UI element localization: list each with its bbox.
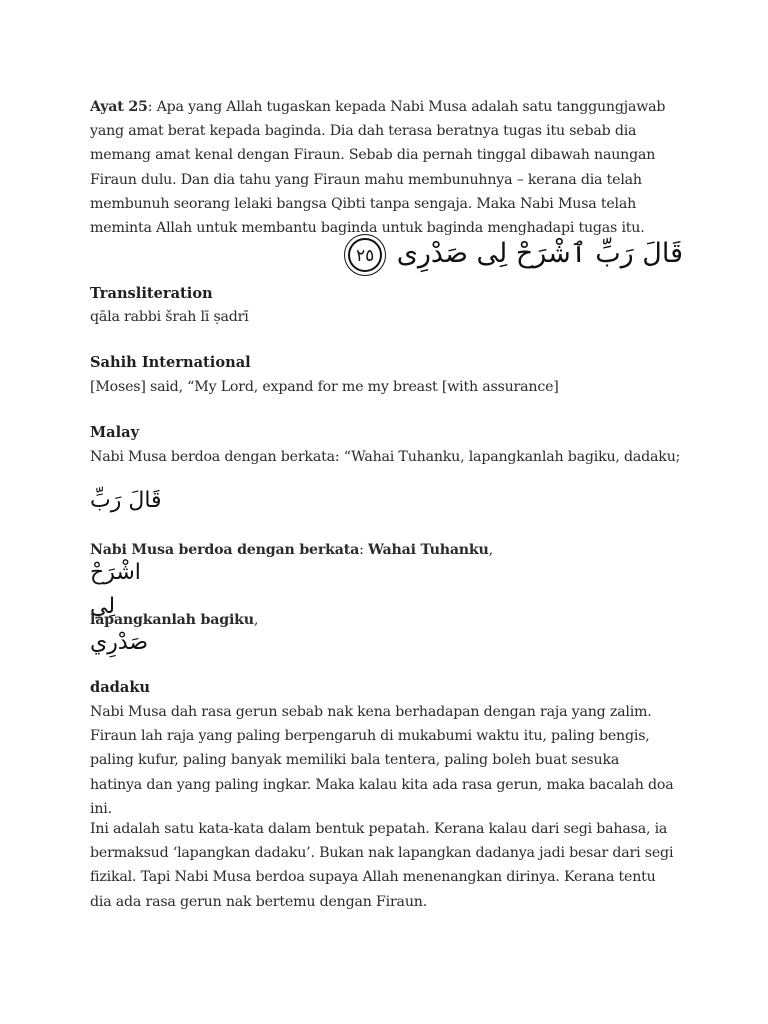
word-meaning-1-bold: Nabi Musa berdoa dengan berkata bbox=[90, 542, 360, 558]
verse-arabic bbox=[355, 232, 683, 276]
word-meaning-1-tail: , bbox=[488, 542, 493, 558]
verse-text: قَالَ رَبِّ ٱشْرَحْ لِى صَدْرِى bbox=[396, 238, 683, 269]
transliteration-text: qāla rabbi šrah lī ṣadrī bbox=[90, 309, 249, 325]
transliteration-heading: Transliteration bbox=[90, 285, 213, 302]
ayat-label: Ayat 25 bbox=[90, 99, 148, 115]
ayah-number-marker: ٢٥ bbox=[348, 238, 382, 272]
sahih-heading: Sahih International bbox=[90, 354, 251, 371]
word-meaning-2-tail: , bbox=[253, 612, 259, 628]
word-arabic-2: اشْرَحْ لِي bbox=[90, 560, 141, 619]
malay-text: Nabi Musa berdoa dengan berkata: “Wahai Tuhanku, lapangkanlah bagiku, dadaku; bbox=[90, 449, 681, 465]
word-arabic-3: صَدْرِي bbox=[90, 630, 149, 655]
sahih-text: [Moses] said, “My Lord, expand for me my breast [with assurance] bbox=[90, 379, 559, 395]
intro-paragraph bbox=[90, 95, 675, 240]
word-meaning-1-bold2: Wahai Tuhanku bbox=[368, 542, 489, 558]
word-arabic-1: قَالَ رَبِّ bbox=[90, 488, 162, 513]
intro-text: : Apa yang Allah tugaskan kepada Nabi Musa adalah satu tanggungjawab yang amat berat kepada baginda. Dia dah terasa beratnya tugas itu sebab dia memang amat kenal dengan Firaun. Sebab dia pernah tinggal dibawah naungan Firaun dulu. Dan dia tahu yang Firaun mahu membunuhnya – kerana dia telah membunuh seorang lelaki bangsa Qibti tanpa sengaja. Maka Nabi Musa telah meminta Allah untuk membantu baginda untuk baginda menghadapi tugas itu. bbox=[90, 99, 666, 237]
word-meaning-2-bold: lapangkanlah bagiku bbox=[90, 612, 254, 628]
word-meaning-3: dadaku bbox=[90, 679, 151, 696]
malay-heading: Malay bbox=[90, 424, 140, 441]
word-meaning-1-sep: : bbox=[359, 542, 368, 558]
body-paragraph-1: Nabi Musa dah rasa gerun sebab nak kena berhadapan dengan raja yang zalim. Firaun lah raja yang paling berpengaruh di mukabumi waktu itu, paling bengis, paling kufur, paling banyak memiliki bala tentera, paling boleh buat sesuka hatinya dan yang paling ingkar. Maka kalau kita ada rasa gerun, maka bacalah doa ini. bbox=[90, 704, 674, 817]
body-paragraph-2: Ini adalah satu kata-kata dalam bentuk pepatah. Kerana kalau dari segi bahasa, ia bermaksud ‘lapangkan dadaku’. Bukan nak lapangkan dadanya jadi besar dari segi fizikal. Tapi Nabi Musa berdoa supaya Allah menenangkan dirinya. Kerana tentu dia ada rasa gerun nak bertemu dengan Firaun. bbox=[90, 821, 674, 910]
